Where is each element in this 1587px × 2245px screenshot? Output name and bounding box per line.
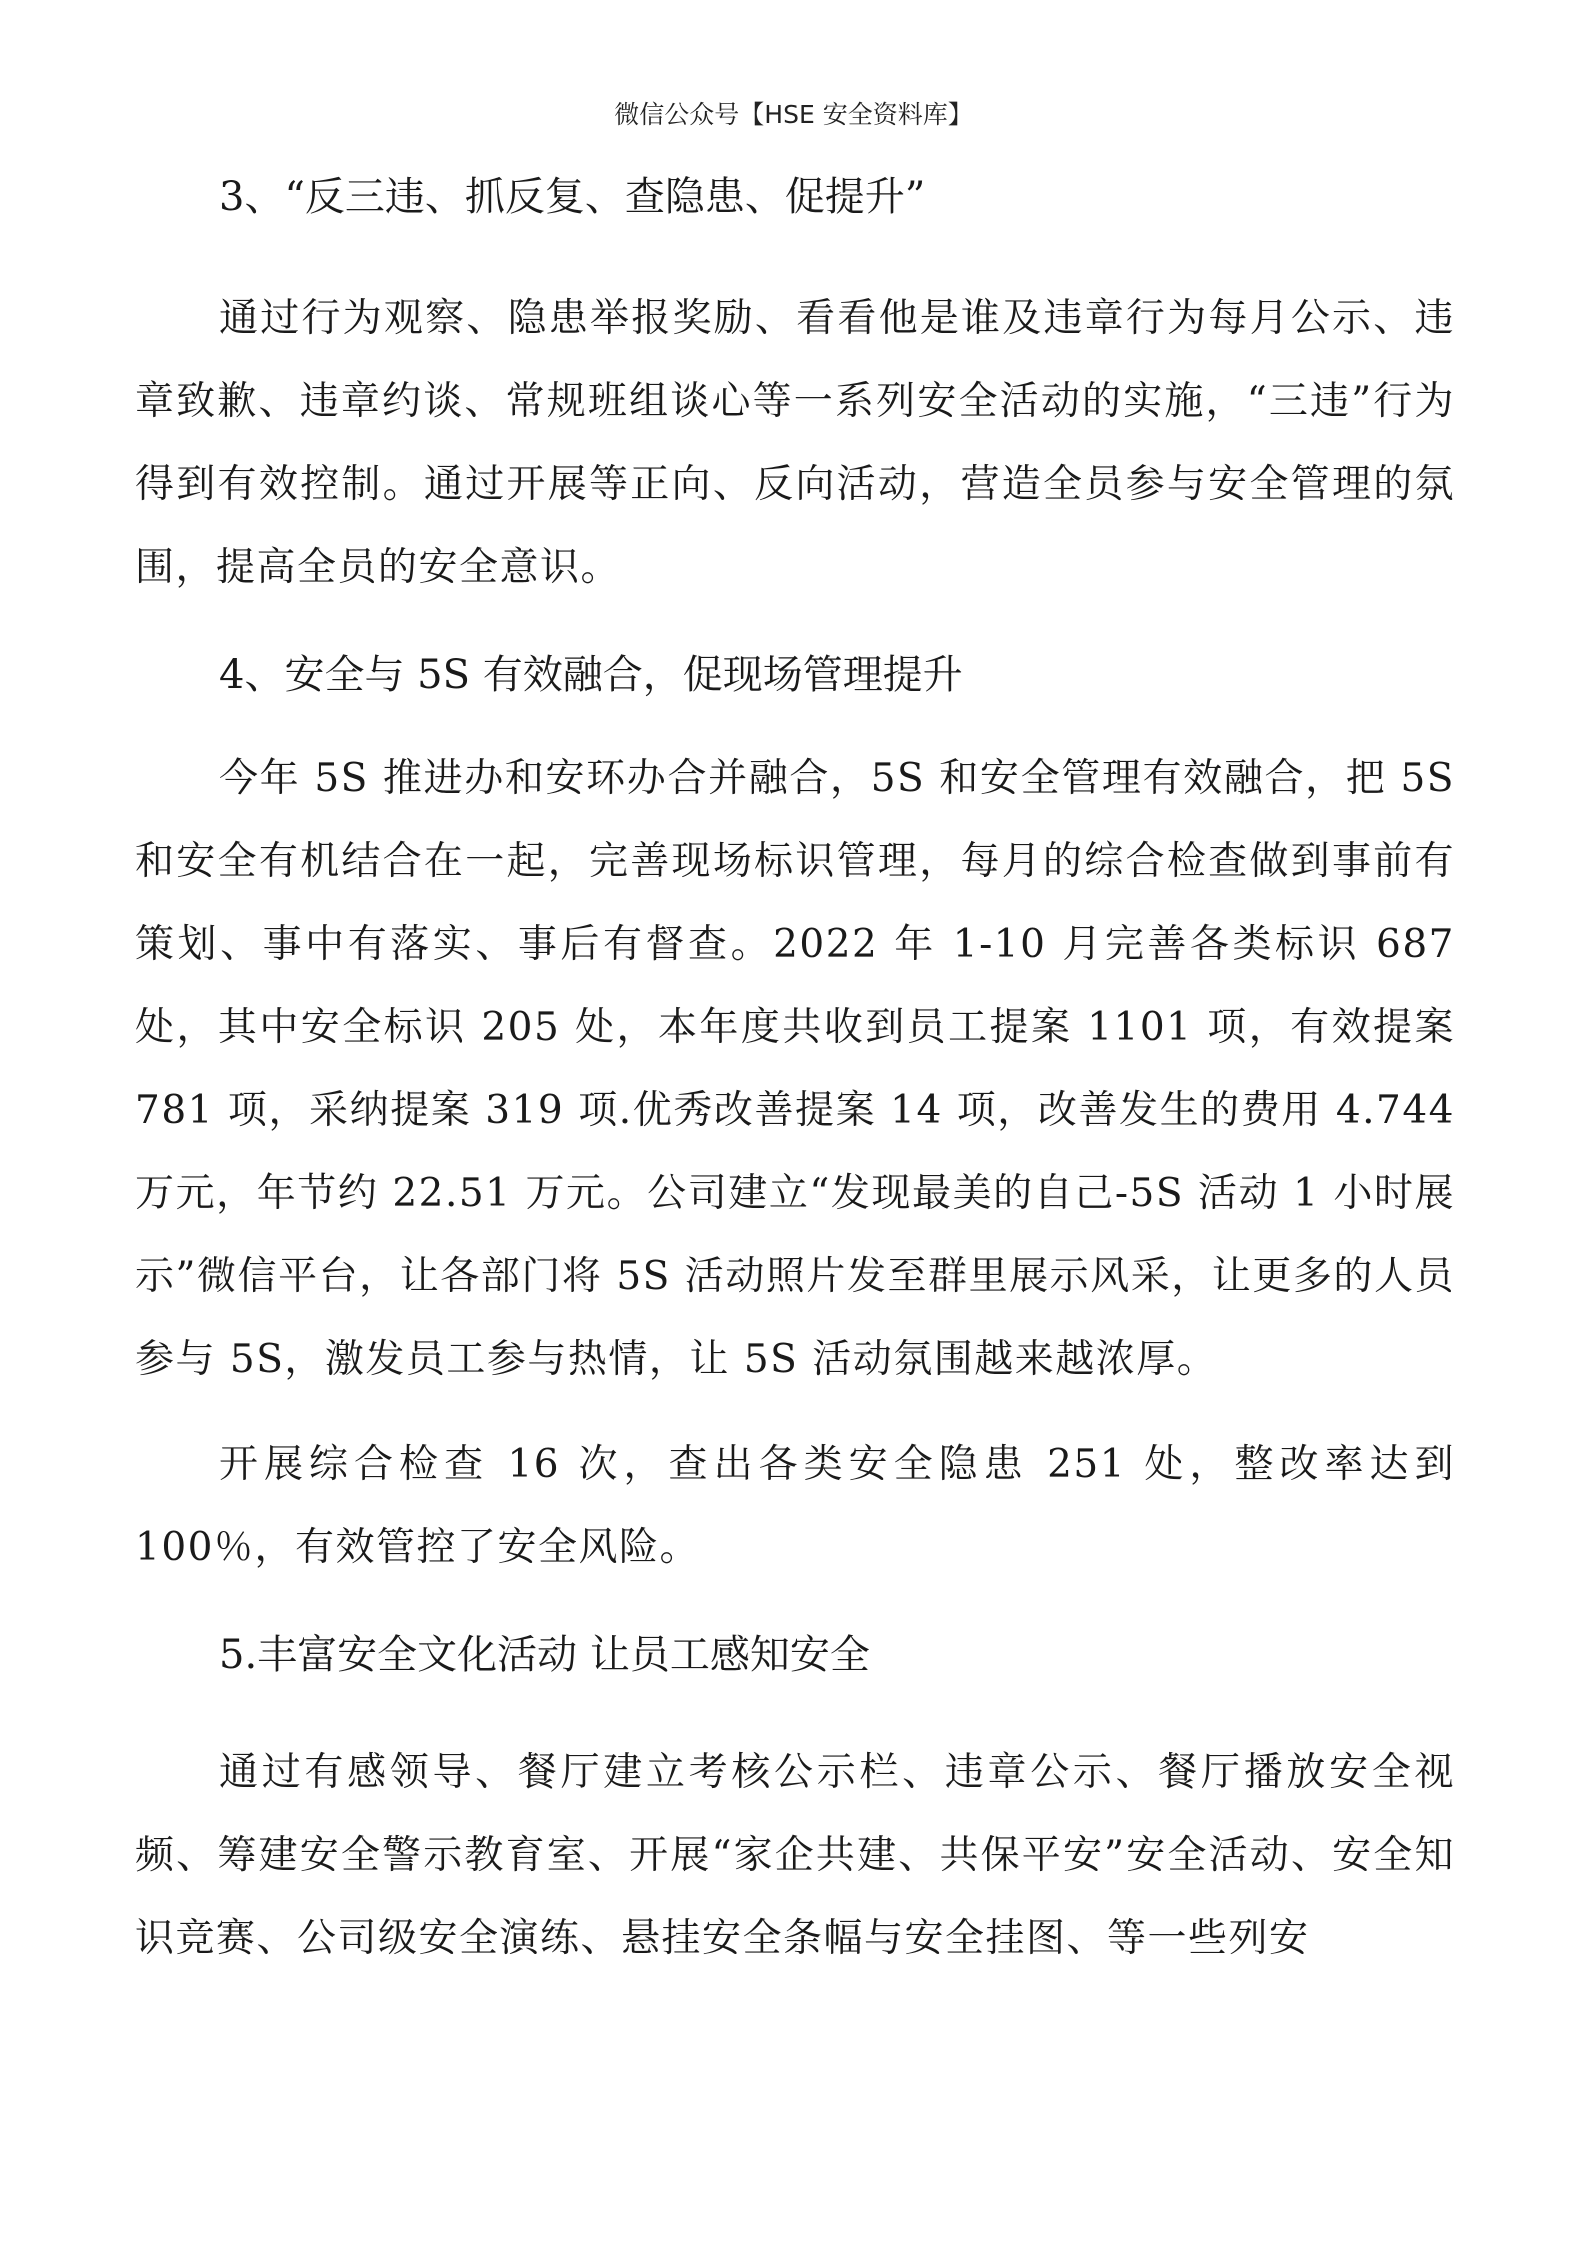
section-heading: 3、“反三违、抓反复、查隐患、促提升”	[219, 174, 926, 220]
section-5	[135, 1615, 1455, 1980]
paragraph: 今年 5S 推进办和安环办合并融合，5S 和安全管理有效融合，把 5S 和安全有机结合在一起，完善现场标识管理，每月的综合检查做到事前有策划、事中有落实、事后有督查。2022 年 1-10 月完善各类标识 687 处，其中安全标识 205 处，本年度共收到员工提案 1101 项，有效提案 781 项，采纳提案 319 项.优秀改善提案 14 项，改善发生的费用 4.744 万元，年节约 22.51 万元。公司建立“发现最美的自己-5S 活动 1 小时展示”微信平台，让各部门将 5S 活动照片发至群里展示风采，让更多的人员参与 5S，激发员工参与热情，让 5S 活动氛围越来越浓厚。	[135, 756, 1455, 1382]
paragraph: 通过有感领导、餐厅建立考核公示栏、违章公示、餐厅播放安全视频、筹建安全警示教育室、开展“家企共建、共保平安”安全活动、安全知识竞赛、公司级安全演练、悬挂安全条幅与安全挂图、等一些列安	[135, 1750, 1455, 1961]
section-heading: 5.丰富安全文化活动 让员工感知安全	[219, 1632, 870, 1678]
document-body	[135, 157, 1455, 1980]
paragraph: 开展综合检查 16 次，查出各类安全隐患 251 处，整改率达到 100％，有效管控了安全风险。	[135, 1442, 1455, 1570]
section-heading: 4、安全与 5S 有效融合，促现场管理提升	[219, 652, 963, 698]
paragraph: 通过行为观察、隐患举报奖励、看看他是谁及违章行为每月公示、违章致歉、违章约谈、常规班组谈心等一系列安全活动的实施，“三违”行为得到有效控制。通过开展等正向、反向活动，营造全员参与安全管理的氛围，提高全员的安全意识。	[135, 296, 1455, 590]
page-header-source: 微信公众号【HSE 安全资料库】	[614, 100, 973, 129]
section-4	[135, 635, 1455, 1589]
section-3	[135, 157, 1455, 609]
